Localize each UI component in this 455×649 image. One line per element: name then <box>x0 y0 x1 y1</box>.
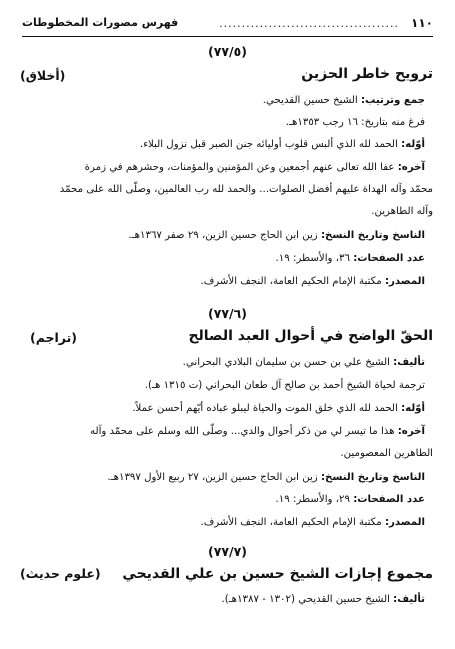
line-label: تأليف: <box>393 594 425 605</box>
line-label: جمع وترتيب: <box>360 95 425 106</box>
entry-line <box>183 357 425 368</box>
line-text: الطاهرين المعصومين. <box>340 448 433 459</box>
entry-line <box>200 276 425 287</box>
entry-line <box>90 426 425 437</box>
entry-line <box>263 95 425 106</box>
entry-number: (٧٧/٥) <box>208 44 247 59</box>
line-text: مكتبة الإمام الحكيم العامة، النجف الأشرف. <box>200 276 385 287</box>
entry-number: (٧٧/٧) <box>208 544 247 559</box>
line-label: تأليف: <box>393 357 425 368</box>
header-rule <box>22 36 433 37</box>
page-header <box>22 14 433 34</box>
line-text: الشيخ حسين القديحي. <box>262 95 361 106</box>
line-label: عدد الصفحات: <box>353 253 425 264</box>
leader-dots: ........................................ <box>219 17 399 30</box>
line-label: أوّله: <box>401 139 425 150</box>
line-text: وآله الطاهرين. <box>371 206 433 217</box>
line-label: المصدر: <box>384 517 425 528</box>
line-label: آخره: <box>397 162 425 173</box>
line-text: ترجمة لحياة الشيخ أحمد بن صالح آل طعان البحراني (ت ١٣١٥ هـ). <box>144 380 425 391</box>
entry-line <box>85 162 425 173</box>
line-text: ٣٦، والأسطر: ١٩. <box>275 253 354 264</box>
line-text: فرغ منه بتاريخ: ١٦ رجب ١٣٥٣هـ. <box>285 117 425 128</box>
entry-line <box>340 448 433 459</box>
line-text: الحمد لله الذي خلق الموت والحياة ليبلو عباده أيّهم أحسن عملاً. <box>132 403 402 414</box>
line-label: عدد الصفحات: <box>353 494 425 505</box>
entry-line <box>286 117 425 128</box>
running-title: فهرس مصورات المخطوطات <box>22 16 179 29</box>
line-label: المصدر: <box>384 276 425 287</box>
line-text: زين ابن الحاج حسين الزين، ٢٧ ربيع الأول ١٣٩٧هـ. <box>107 472 321 483</box>
line-text: الحمد لله الذي ألبس قلوب أوليائه جنن الصبر قبل نزول البلاء. <box>139 139 402 150</box>
entry-title: الحقّ الواضح في أحوال العبد الصالح <box>188 328 433 344</box>
entry-line <box>60 184 433 195</box>
entry-title: مجموع إجازات الشيخ حسين بن علي القديحي <box>122 566 433 582</box>
page-number: ١١٠ <box>411 16 433 30</box>
entry-line <box>200 517 425 528</box>
entry-line <box>276 494 425 505</box>
line-label: الناسخ وتاريخ النسخ: <box>320 230 425 241</box>
entry-line <box>221 594 425 605</box>
line-text: زين ابن الحاج حسين الزين، ٢٩ صفر ١٣٦٧هـ. <box>128 230 321 241</box>
line-text: مكتبة الإمام الحكيم العامة، النجف الأشرف. <box>200 517 385 528</box>
entry-line <box>132 403 425 414</box>
line-label: آخره: <box>397 426 425 437</box>
entry-number: (٧٧/٦) <box>208 306 247 321</box>
line-text: ٢٩، والأسطر: ١٩. <box>275 494 354 505</box>
entry-line <box>276 253 425 264</box>
line-text: الشيخ علي بن حسن بن سليمان البلادي البحراني. <box>182 357 394 368</box>
entry-category: (تراجم) <box>30 330 77 345</box>
line-label: الناسخ وتاريخ النسخ: <box>320 472 425 483</box>
entry-title: ترويح خاطر الحزين <box>301 66 433 82</box>
line-text: هذا ما تيسر لي من ذكر أحوال والدي... وصلّى الله وسلم على محمّد وآله <box>90 426 398 437</box>
entry-line <box>107 472 425 483</box>
line-text: الشيخ حسين القديحي (١٣٠٢ - ١٣٨٧هـ). <box>221 594 394 605</box>
entry-line <box>371 206 433 217</box>
line-text: محمّد وآله الهداة عليهم أفضل الصلوات... والحمد لله رب العالمين، وصلّى الله على محمّد <box>59 184 433 195</box>
entry-category: (أخلاق) <box>20 68 66 83</box>
entry-category: (علوم حديث) <box>20 566 101 581</box>
entry-line <box>128 230 425 241</box>
entry-line <box>145 380 425 391</box>
line-text: عفا الله تعالى عنهم أجمعين وعن المؤمنين والمؤمنات، وحشرهم في زمرة <box>84 162 398 173</box>
entry-line <box>140 139 425 150</box>
line-label: أوّله: <box>401 403 425 414</box>
